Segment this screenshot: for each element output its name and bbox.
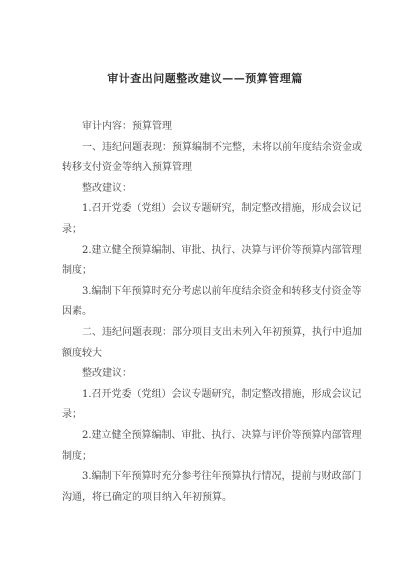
- paragraph-suggestion-1-1: 1.召开党委（党组）会议专题研究，制定整改措施，形成会议记录；: [62, 203, 362, 235]
- paragraph-suggestion-2-2: 2.建立健全预算编制、审批、执行、决算与评价等预算内部管理制度；: [62, 429, 362, 462]
- paragraph-suggestion-2-3: 3.编制下年预算时充分参考往年预算执行情况，提前与财政部门沟通，将已确定的项目纳入年初预算。: [62, 471, 362, 503]
- paragraph-audit-content: 审计内容：预算管理: [82, 121, 172, 132]
- document-body: [62, 117, 362, 508]
- document-title: 审计查出问题整改建议——预算管理篇: [107, 72, 303, 85]
- paragraph-suggestion-heading-two: 整改建议：: [82, 368, 132, 380]
- paragraph-suggestion-2-1: 1.召开党委（党组）会议专题研究，制定整改措施，形成会议记录；: [62, 388, 362, 421]
- paragraph-issue-one: 一、违纪问题表现：预算编制不完整，未将以前年度结余资金或转移支付资金等纳入预算管理: [62, 141, 362, 174]
- paragraph-issue-two: 二、违纪问题表现：部分项目支出未列入年初预算，执行中追加额度较大: [62, 326, 362, 359]
- paragraph-suggestion-1-2: 2.建立健全预算编制、审批、执行、决算与评价等预算内部管理制度；: [62, 244, 362, 277]
- paragraph-suggestion-heading-one: 整改建议：: [82, 182, 132, 194]
- paragraph-suggestion-1-3: 3.编制下年预算时充分考虑以前年度结余资金和转移支付资金等因素。: [62, 285, 362, 318]
